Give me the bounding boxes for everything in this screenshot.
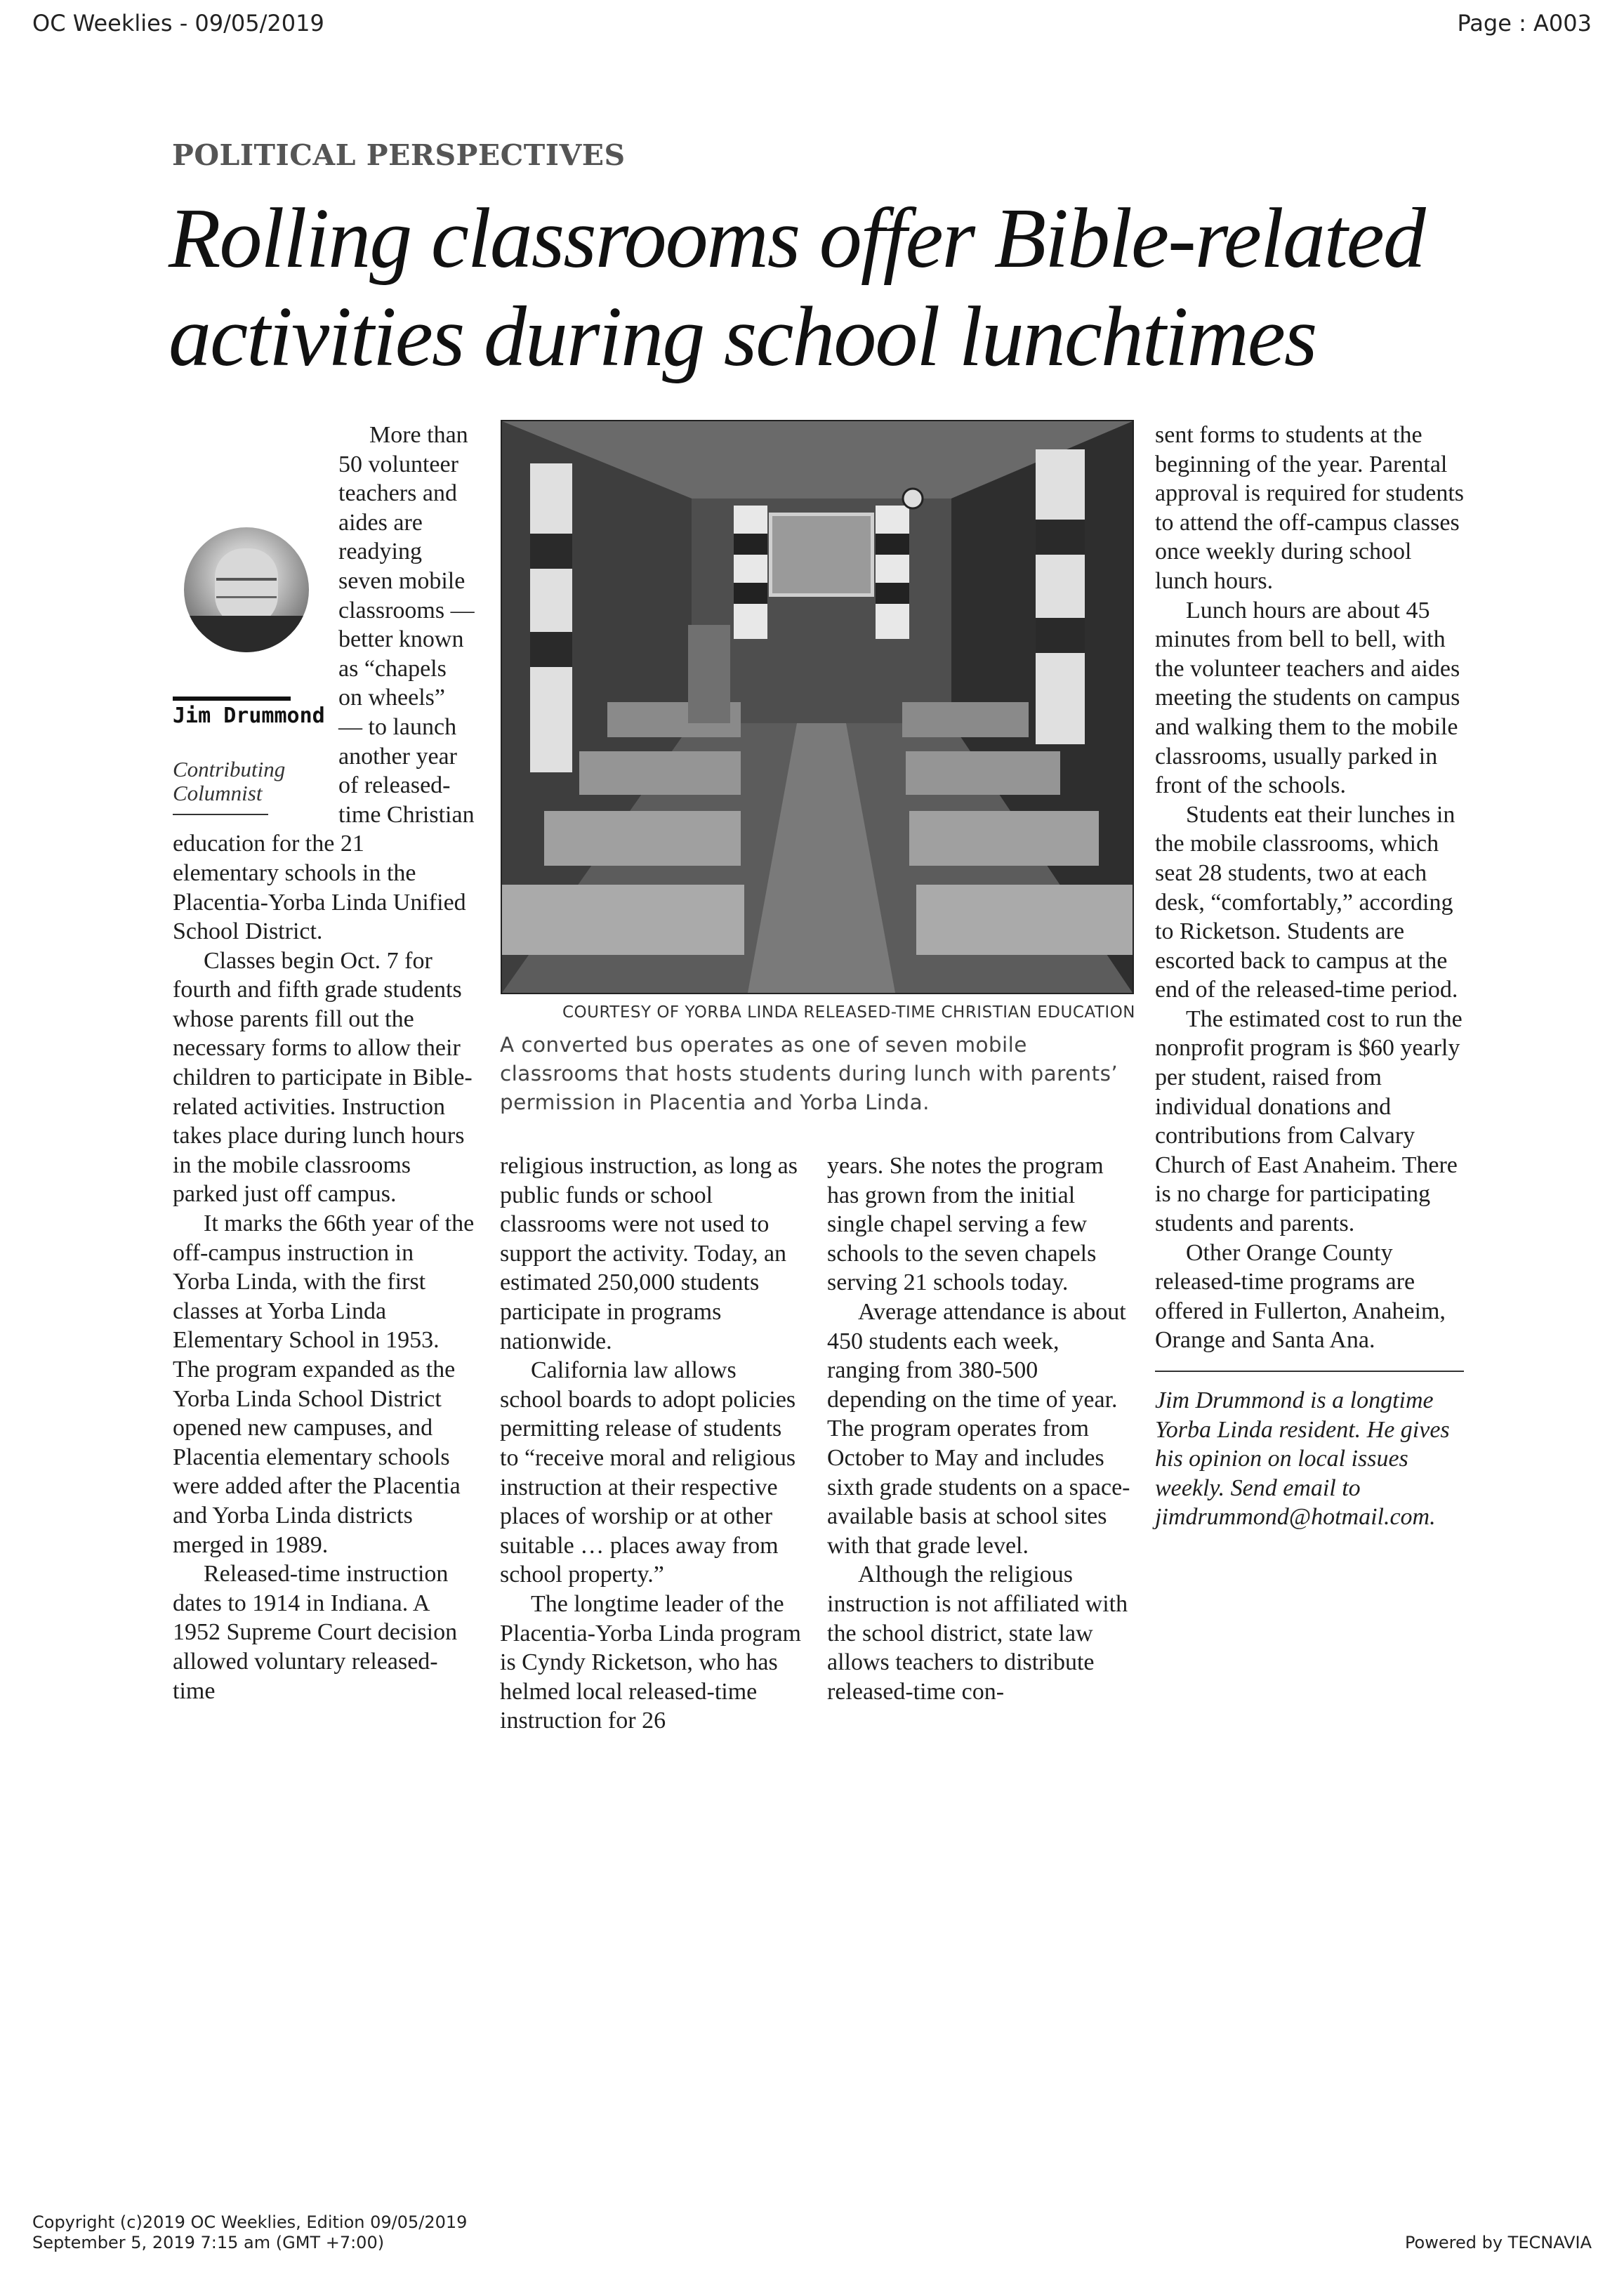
- author-title: Contributing Columnist: [173, 757, 286, 805]
- paragraph: The longtime leader of the Placentia-Yorba Linda program is Cyndy Ricketson, who has helmed local released-time instruction for 26: [500, 1590, 801, 1734]
- signoff-rule: [1155, 1371, 1464, 1372]
- paragraph: Average attendance is about 450 students each week, ranging from 380-500 depending on the time of year. The program operates from October to May and includes sixth grade students on a space-available basis at school sites with that grade level.: [827, 1298, 1130, 1559]
- copyright-line: Copyright (c)2019 OC Weeklies, Edition 09/05/2019: [32, 2212, 468, 2232]
- headline: Rolling classrooms offer Bible-related activities during school lunchtimes: [169, 191, 1425, 384]
- powered-by: Powered by TECNAVIA: [1404, 2233, 1592, 2252]
- paragraph: Lunch hours are about 45 minutes from bell to bell, with the volunteer teachers and aides meeting the students on campus and walking them to the mobile classrooms, usually parked in front of the schools.: [1155, 597, 1460, 799]
- paragraph: It marks the 66th year of the off-campus instruction in Yorba Linda, with the first classes at Yorba Linda Elementary School in 1953. The program expanded as the Yorba Linda School District opened new campuses, and Placentia elementary schools were added after the Placentia and Yorba Linda districts merged in 1989.: [173, 1210, 475, 1558]
- author-signoff: Jim Drummond is a longtime Yorba Linda resident. He gives his opinion on local issues weekly. Send email to jimdrummond@hotmail.com.: [1155, 1387, 1450, 1531]
- photo-credit: COURTESY OF YORBA LINDA RELEASED-TIME CHRISTIAN EDUCATION: [562, 1003, 1135, 1022]
- paragraph: religious instruction, as long as public funds or school classrooms were not used to support the activity. Today, an estimated 250,000 students participate in programs nationwide.: [500, 1153, 798, 1354]
- paragraph: California law allows school boards to adopt policies permitting release of students to “receive moral and religious instruction at their respective places of worship or at other suitable … places away from school property.”: [500, 1357, 796, 1588]
- paragraph: Students eat their lunches in the mobile classrooms, which seat 28 students, two at each desk, “comfortably,” according to Ricketson. Students are escorted back to campus at the end of the released-time period.: [1155, 801, 1458, 1003]
- edition-label: OC Weeklies - 09/05/2019: [32, 10, 324, 37]
- paragraph: Released-time instruction dates to 1914 in Indiana. A 1952 Supreme Court decision allowed voluntary released-time: [173, 1561, 458, 1704]
- page-label: Page : A003: [1457, 10, 1592, 37]
- article-photo: [501, 420, 1134, 994]
- article-column-4: [1155, 421, 1464, 1532]
- article-column-1: [173, 421, 475, 1861]
- author-rule-bottom: [173, 814, 268, 815]
- photo-caption: A converted bus operates as one of seven mobile classrooms that hosts students during lunch with parents’ permission in Placentia and Yorba Linda.: [500, 1033, 1118, 1114]
- timestamp-line: September 5, 2019 7:15 am (GMT +7:00): [32, 2233, 385, 2252]
- paragraph: Although the religious instruction is not affiliated with the school district, state law allows teachers to distribute released-time con-: [827, 1562, 1128, 1705]
- paragraph: The estimated cost to run the nonprofit program is $60 yearly per student, raised from individual donations and contributions from Calvary Church of East Anaheim. There is no charge for participating students and parents.: [1155, 1005, 1463, 1237]
- paragraph: Other Orange County released-time programs are offered in Fullerton, Anaheim, Orange and Santa Ana.: [1155, 1239, 1446, 1354]
- paragraph: sent forms to students at the beginning of the year. Parental approval is required for students to attend the off-campus classes once weekly during school lunch hours.: [1155, 422, 1464, 594]
- author-photo: [184, 527, 309, 652]
- article-column-2: [500, 1151, 803, 1861]
- paragraph: years. She notes the program has grown from the initial single chapel serving a few schools to the seven chapels serving 21 schools today.: [827, 1153, 1104, 1296]
- paragraph: More than 50 volunteer teachers and aides are readying seven mobile classrooms — better known as “chapels on wheels” — to launch another year of released-time Christian education for the 21 elementary schools in the Placentia-Yorba Linda Unified School District.: [173, 422, 475, 945]
- paragraph: Classes begin Oct. 7 for fourth and fifth grade students whose parents fill out the necessary forms to allow their children to participate in Bible-related activities. Instruction takes place during lunch hours in the mobile classrooms parked just off campus.: [173, 947, 473, 1208]
- author-box: [173, 421, 333, 821]
- author-rule: [173, 697, 291, 701]
- footer-copyright: [32, 2212, 467, 2253]
- author-name: Jim Drummond: [173, 704, 325, 728]
- section-kicker: POLITICAL PERSPECTIVES: [172, 138, 626, 172]
- article-column-3: [827, 1151, 1130, 1861]
